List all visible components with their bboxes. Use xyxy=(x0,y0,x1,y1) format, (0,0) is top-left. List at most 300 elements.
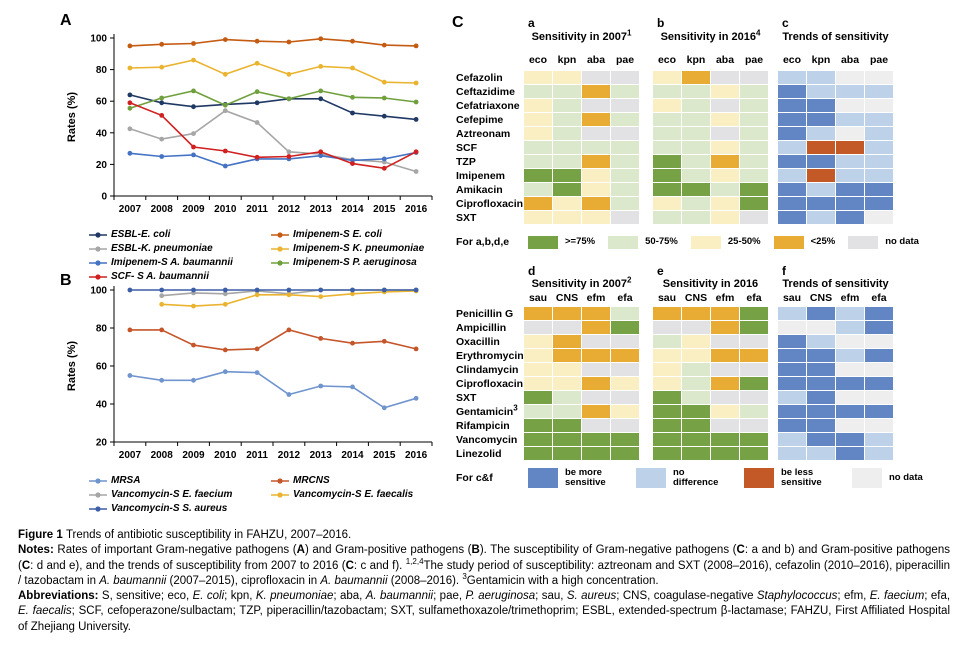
heatmap-cell xyxy=(807,183,835,196)
heatmap-cell xyxy=(778,433,806,446)
heatmap-column-label: efa xyxy=(617,292,633,304)
heatmap-cell xyxy=(682,391,710,404)
heatmap-cell xyxy=(553,141,581,154)
legend-item xyxy=(528,236,595,249)
heatmap-cell xyxy=(807,113,835,126)
series-line xyxy=(130,60,416,83)
caption-text-segment: ). The susceptibility of Gram-negative pathogens ( xyxy=(479,544,737,557)
heatmap-cell xyxy=(582,169,610,182)
caption-text-segment: E. faecalis xyxy=(18,605,72,618)
data-point xyxy=(318,36,323,41)
data-point xyxy=(350,385,355,390)
heatmap-cell xyxy=(653,335,681,348)
heatmap-cell xyxy=(836,363,864,376)
legend-item xyxy=(270,488,452,501)
x-tick-label: 2013 xyxy=(309,450,332,461)
heatmap-cell xyxy=(807,433,835,446)
y-tick-label: 100 xyxy=(90,33,107,45)
heatmap-cell xyxy=(582,141,610,154)
legend-item xyxy=(636,468,731,488)
panel-a-line-chart xyxy=(62,26,442,226)
data-point xyxy=(382,288,387,293)
heatmap-column-label: aba xyxy=(840,54,860,66)
legend-item-label: Imipenem-S K. pneumoniae xyxy=(293,243,425,254)
data-point xyxy=(287,72,292,77)
heatmap-cell xyxy=(524,183,552,196)
x-tick-label: 2014 xyxy=(341,450,364,461)
data-point xyxy=(414,44,419,49)
heatmap-cell xyxy=(711,211,739,224)
data-point xyxy=(223,108,228,113)
legend-item-label: Vancomycin-S S. aureus xyxy=(111,503,228,514)
legend-item xyxy=(528,468,623,488)
heatmap-cell xyxy=(524,433,552,446)
data-point xyxy=(350,39,355,44)
legend-color-swatch xyxy=(774,236,804,249)
heatmap-cell xyxy=(611,363,639,376)
heatmap-cell xyxy=(836,99,864,112)
heatmap-row-label: TZP xyxy=(456,156,476,168)
heatmap-cell xyxy=(778,183,806,196)
x-tick-label: 2011 xyxy=(246,450,268,461)
heatmap-cell xyxy=(582,391,610,404)
x-tick-label: 2011 xyxy=(246,204,268,215)
heatmap-cell xyxy=(653,447,681,460)
caption-text-segment: E. coli xyxy=(192,590,225,603)
y-tick-label: 20 xyxy=(95,437,107,449)
caption-text-segment: (2007–2015), ciprofloxacin in xyxy=(166,574,321,587)
heatmap-cell xyxy=(524,419,552,432)
heatmap-cell xyxy=(582,155,610,168)
heatmap-cell xyxy=(711,321,739,334)
heatmap-cell xyxy=(611,419,639,432)
legend-item-label: SCF- S A. baumannii xyxy=(111,271,209,282)
trend-legend-label: For c&f xyxy=(456,472,493,484)
heatmap-cell xyxy=(740,377,768,390)
data-point xyxy=(191,288,196,293)
legend-item xyxy=(744,468,839,488)
heatmap-cell xyxy=(807,71,835,84)
heatmap-cell xyxy=(711,405,739,418)
heatmap-row-label: Erythromycin xyxy=(456,350,524,362)
heatmap-cell xyxy=(682,71,710,84)
x-tick-label: 2007 xyxy=(118,204,142,215)
caption-text-segment: (2008–2016). xyxy=(387,574,463,587)
x-tick-label: 2010 xyxy=(214,450,237,461)
data-point xyxy=(414,149,419,154)
heatmap-cell xyxy=(807,99,835,112)
heatmap-cell xyxy=(611,85,639,98)
heatmap-cell xyxy=(711,85,739,98)
heatmap-cell xyxy=(524,169,552,182)
heatmap-cell xyxy=(553,447,581,460)
heatmap-cell xyxy=(778,85,806,98)
legend-item xyxy=(270,228,452,241)
data-point xyxy=(414,100,419,105)
heatmap-cell xyxy=(865,419,893,432)
sensitivity-color-legend xyxy=(456,234,932,250)
data-point xyxy=(128,151,133,156)
heatmap-cell xyxy=(611,307,639,320)
legend-item xyxy=(608,236,678,249)
heatmap-column-label: CNS xyxy=(809,292,833,304)
heatmap-cell xyxy=(553,307,581,320)
caption-text-segment: Gentamicin with a high concentration. xyxy=(466,574,659,587)
heatmap-cell xyxy=(778,155,806,168)
data-point xyxy=(382,96,387,101)
data-point xyxy=(350,95,355,100)
heatmap-row-label: Ciprofloxacin xyxy=(456,198,524,210)
legend-item-label: ESBL-E. coli xyxy=(111,229,171,240)
heatmap-cell xyxy=(682,433,710,446)
heatmap-cell xyxy=(865,307,893,320)
caption-text-segment: K. pneumoniae xyxy=(255,590,334,603)
heatmap-column-label: sau xyxy=(528,292,548,304)
data-point xyxy=(382,114,387,119)
heatmap-cell xyxy=(865,433,893,446)
legend-color-swatch xyxy=(528,236,558,249)
data-point xyxy=(191,89,196,94)
heatmap-cell xyxy=(740,391,768,404)
legend-color-swatch xyxy=(636,468,666,488)
heatmap-cell xyxy=(653,169,681,182)
caption-text-segment: ; aba, xyxy=(333,590,366,603)
heatmap-cell xyxy=(611,155,639,168)
heatmap-cell xyxy=(582,405,610,418)
heatmap-cell xyxy=(582,113,610,126)
caption-text-segment: ; kpn, xyxy=(224,590,256,603)
heatmap-row-label: Aztreonam xyxy=(456,128,511,140)
heatmap-cell xyxy=(778,71,806,84)
heatmap-cell xyxy=(682,377,710,390)
data-point xyxy=(318,64,323,69)
x-tick-label: 2013 xyxy=(309,204,332,215)
heatmap-cell xyxy=(778,307,806,320)
data-point xyxy=(350,111,355,116)
data-point xyxy=(382,339,387,344)
caption-text-segment: S, sensitive; eco, xyxy=(101,590,193,603)
heatmap-cell xyxy=(611,99,639,112)
data-point xyxy=(159,288,164,293)
legend-color-swatch xyxy=(691,236,721,249)
heatmap-cell xyxy=(711,155,739,168)
caption-text-segment: B xyxy=(471,544,480,557)
heatmap-cell xyxy=(582,197,610,210)
heatmap-cell xyxy=(524,447,552,460)
heatmap-column-label: kpn xyxy=(686,54,706,66)
heatmap-cell xyxy=(611,433,639,446)
heatmap-cell xyxy=(711,433,739,446)
heatmap-cell xyxy=(778,405,806,418)
heatmap-cell xyxy=(865,447,893,460)
heatmap-grid-title: Trends of sensitivity xyxy=(782,31,889,43)
data-point xyxy=(255,370,260,375)
x-tick-label: 2008 xyxy=(150,204,173,215)
data-point xyxy=(128,328,133,333)
y-tick-label: 60 xyxy=(95,361,107,373)
heatmap-cell xyxy=(807,169,835,182)
heatmap-cell xyxy=(653,363,681,376)
heatmap-cell xyxy=(582,447,610,460)
heatmap-cell xyxy=(807,377,835,390)
legend-item-label: 25-50% xyxy=(727,236,761,247)
caption-text-segment: ; efa, xyxy=(924,590,951,603)
caption-text-segment: Figure 1 xyxy=(18,529,66,541)
heatmap-cell xyxy=(865,155,893,168)
caption-text-segment: ; efm, xyxy=(837,590,870,603)
heatmap-column-label: kpn xyxy=(557,54,577,66)
data-point xyxy=(159,96,164,101)
heatmap-cell xyxy=(836,391,864,404)
legend-item-label: be more sensitive xyxy=(565,467,606,488)
heatmap-cell xyxy=(682,405,710,418)
heatmap-cell xyxy=(740,183,768,196)
caption-text-segment: Trends of antibiotic susceptibility in FAHZU, 2007–2016. xyxy=(65,529,352,541)
legend-item-label: be less sensitive xyxy=(781,467,822,488)
heatmap-grid-letter: e xyxy=(657,264,664,278)
data-point xyxy=(318,89,323,94)
data-point xyxy=(382,43,387,48)
caption-text-segment: A. baumannii xyxy=(365,590,434,603)
heatmap-cell xyxy=(740,141,768,154)
x-tick-label: 2009 xyxy=(182,450,205,461)
heatmap-cell xyxy=(524,211,552,224)
data-point xyxy=(191,145,196,150)
legend-marker-icon xyxy=(270,245,290,253)
data-point xyxy=(159,302,164,307)
data-point xyxy=(223,103,228,108)
heatmap-cell xyxy=(711,169,739,182)
legend-item xyxy=(848,236,919,249)
caption-text-segment: P. aeruginosa xyxy=(465,590,536,603)
heatmap-cell xyxy=(807,335,835,348)
heatmap-cell xyxy=(653,433,681,446)
heatmap-cell xyxy=(524,377,552,390)
caption-text-segment: : c and f). xyxy=(353,559,406,572)
heatmap-column-label: efm xyxy=(715,292,735,304)
heatmap-cell xyxy=(836,335,864,348)
heatmap-cell xyxy=(836,405,864,418)
heatmap-cell xyxy=(524,349,552,362)
heatmap-cell xyxy=(836,447,864,460)
heatmap-cell xyxy=(807,85,835,98)
legend-item xyxy=(88,488,270,501)
heatmap-row-label: Amikacin xyxy=(456,184,503,196)
data-point xyxy=(382,405,387,410)
x-tick-label: 2007 xyxy=(118,450,142,461)
data-point xyxy=(318,294,323,299)
heatmap-cell xyxy=(836,85,864,98)
heatmap-column-label: CNS xyxy=(684,292,708,304)
data-point xyxy=(414,288,419,293)
legend-color-swatch xyxy=(528,468,558,488)
heatmap-cell xyxy=(524,113,552,126)
legend-marker-icon xyxy=(88,231,108,239)
heatmap-row-label: Cefatriaxone xyxy=(456,100,520,112)
heatmap-cell xyxy=(682,183,710,196)
heatmap-row-label: SXT xyxy=(456,212,477,224)
heatmap-cell xyxy=(653,419,681,432)
data-point xyxy=(223,288,228,293)
trend-legend-items xyxy=(528,468,936,488)
data-point xyxy=(159,137,164,142)
heatmap-cell xyxy=(778,377,806,390)
legend-color-swatch xyxy=(608,236,638,249)
heatmap-cell xyxy=(740,363,768,376)
caption-text-segment: Abbreviations: xyxy=(18,590,102,603)
heatmap-cell xyxy=(711,307,739,320)
trend-color-legend xyxy=(456,466,936,490)
heatmap-column-label: pae xyxy=(615,54,635,66)
heatmap-column-label: eco xyxy=(657,54,677,66)
data-point xyxy=(223,302,228,307)
data-point xyxy=(255,39,260,44)
heatmap-cell xyxy=(553,391,581,404)
heatmap-cell xyxy=(682,419,710,432)
legend-item-label: Imipenem-S A. baumannii xyxy=(111,257,233,268)
data-point xyxy=(287,292,292,297)
legend-marker-icon xyxy=(270,477,290,485)
data-point xyxy=(255,288,260,293)
heatmap-cell xyxy=(778,141,806,154)
heatmap-cell xyxy=(553,211,581,224)
panel-b-label: B xyxy=(60,272,72,289)
heatmap-cell xyxy=(682,155,710,168)
heatmap-cell xyxy=(682,335,710,348)
legend-item-label: no data xyxy=(885,236,919,247)
heatmap-cell xyxy=(865,99,893,112)
caption-text-segment: 3 xyxy=(462,572,467,582)
heatmap-cell xyxy=(865,363,893,376)
heatmap-cell xyxy=(740,447,768,460)
data-point xyxy=(159,42,164,47)
heatmap-cell xyxy=(524,307,552,320)
data-point xyxy=(159,113,164,118)
heatmap-cell xyxy=(778,447,806,460)
caption-text-segment: ; pae, xyxy=(433,590,466,603)
heatmap-cell xyxy=(524,335,552,348)
heatmap-cell xyxy=(711,71,739,84)
heatmap-cell xyxy=(611,349,639,362)
caption-text-segment: A. baumannii xyxy=(99,574,167,587)
data-point xyxy=(128,373,133,378)
data-point xyxy=(191,153,196,158)
heatmap-cell xyxy=(553,419,581,432)
data-point xyxy=(128,66,133,71)
caption-text-segment: S. aureus xyxy=(566,590,617,603)
heatmap-cell xyxy=(582,363,610,376)
legend-item xyxy=(88,242,270,255)
x-tick-label: 2008 xyxy=(150,450,173,461)
heatmap-cell xyxy=(711,113,739,126)
heatmap-cell xyxy=(740,211,768,224)
data-point xyxy=(223,149,228,154)
heatmap-cell xyxy=(524,405,552,418)
heatmap-cell xyxy=(778,349,806,362)
heatmap-cell xyxy=(524,85,552,98)
heatmap-cell xyxy=(611,211,639,224)
y-tick-label: 100 xyxy=(90,285,107,297)
x-tick-label: 2012 xyxy=(277,204,301,215)
heatmap-cell xyxy=(740,321,768,334)
heatmap-cell xyxy=(836,349,864,362)
heatmap-cell xyxy=(836,155,864,168)
heatmap-cell xyxy=(582,321,610,334)
heatmap-cell xyxy=(836,71,864,84)
x-tick-label: 2014 xyxy=(341,204,364,215)
caption-text-segment: : a and b) and Gram-positive xyxy=(744,544,893,557)
heatmap-grid-title: Trends of sensitivity xyxy=(782,278,889,290)
heatmap-cell xyxy=(807,141,835,154)
legend-item xyxy=(88,502,270,515)
heatmap-cell xyxy=(865,335,893,348)
heatmap-cell xyxy=(865,113,893,126)
heatmap-cell xyxy=(653,211,681,224)
heatmap-grid-title: Sensitivity in 2016$^4$ xyxy=(660,28,761,43)
heatmap-cell xyxy=(740,349,768,362)
heatmap-cell xyxy=(807,211,835,224)
data-point xyxy=(223,164,228,169)
legend-item-label: MRCNS xyxy=(293,475,330,486)
legend-item-label: Imipenem-S P. aeruginosa xyxy=(293,257,417,268)
heatmap-column-label: pae xyxy=(869,54,889,66)
caption-text-segment: E. faecium xyxy=(869,590,925,603)
legend-item-label: 50-75% xyxy=(645,236,678,247)
data-point xyxy=(255,100,260,105)
heatmap-cell xyxy=(524,99,552,112)
heatmap-cell xyxy=(553,155,581,168)
heatmap-row-label: Rifampicin xyxy=(456,420,510,432)
heatmap-column-label: efa xyxy=(746,292,762,304)
heatmap-cell xyxy=(682,349,710,362)
sensitivity-legend-label: For a,b,d,e xyxy=(456,236,510,248)
heatmap-column-label: sau xyxy=(657,292,677,304)
data-point xyxy=(223,369,228,374)
heatmap-cell xyxy=(778,391,806,404)
heatmap-row-label: Gentamicin$^3$ xyxy=(456,403,518,418)
heatmap-column-label: CNS xyxy=(555,292,579,304)
heatmap-cell xyxy=(807,127,835,140)
heatmap-cell xyxy=(653,155,681,168)
legend-color-swatch xyxy=(744,468,774,488)
legend-marker-icon xyxy=(88,505,108,513)
heatmap-cell xyxy=(653,183,681,196)
x-tick-label: 2016 xyxy=(404,204,428,215)
heatmap-cell xyxy=(553,405,581,418)
heatmap-grid-letter: f xyxy=(782,264,786,278)
heatmap-cell xyxy=(582,183,610,196)
heatmap-column-label: efa xyxy=(871,292,887,304)
heatmap-cell xyxy=(611,113,639,126)
heatmap-cell xyxy=(524,391,552,404)
legend-marker-icon xyxy=(88,477,108,485)
heatmap-cell xyxy=(653,141,681,154)
heatmap-cell xyxy=(711,183,739,196)
legend-item xyxy=(852,468,923,488)
data-point xyxy=(159,378,164,383)
sensitivity-legend-items xyxy=(528,236,932,249)
heatmap-cell xyxy=(611,141,639,154)
data-point xyxy=(255,347,260,352)
heatmap-cell xyxy=(778,321,806,334)
data-point xyxy=(414,117,419,122)
legend-item xyxy=(88,256,270,269)
y-tick-label: 60 xyxy=(95,96,107,108)
heatmap-cell xyxy=(582,307,610,320)
caption-text-segment: ) and Gram-positive pathogens ( xyxy=(304,544,472,557)
heatmap-column-label: eco xyxy=(528,54,548,66)
legend-item-label: ESBL-K. pneumoniae xyxy=(111,243,213,254)
